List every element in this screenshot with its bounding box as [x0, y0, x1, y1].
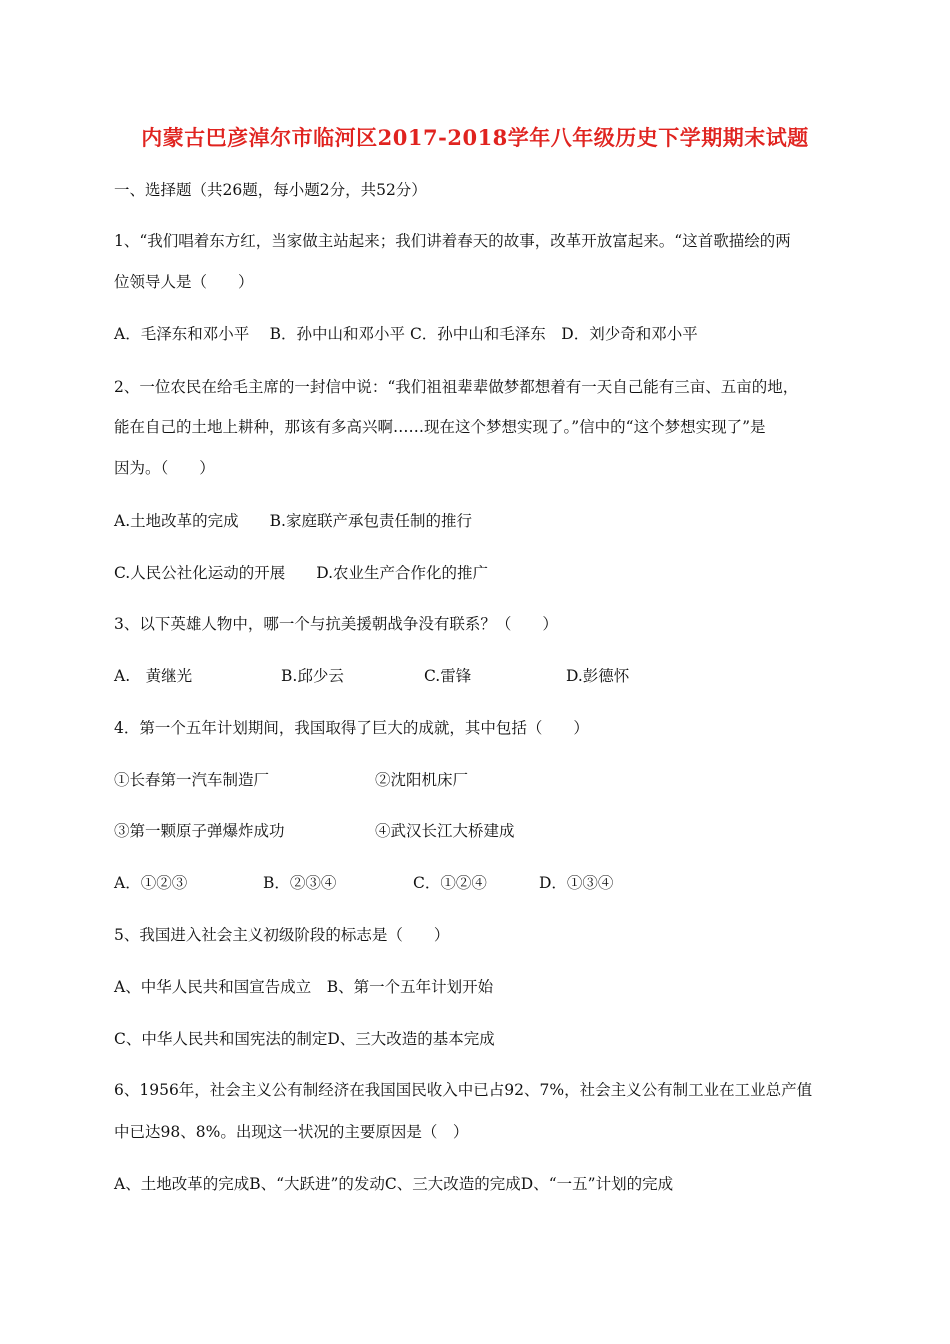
q4-option-a: A．①②③ [114, 874, 188, 892]
q5-options-ab: A、中华人民共和国宣告成立 B、第一个五年计划开始 [114, 978, 494, 996]
q5-stem: 5、我国进入社会主义初级阶段的标志是（ ） [114, 926, 450, 944]
q6-options: A、土地改革的完成B、“大跃进”的发动C、三大改造的完成D、“一五”计划的完成 [114, 1175, 674, 1193]
q4-item-2: ②沈阳机床厂 [375, 771, 469, 789]
q6-stem-line2: 中已达98、8%。出现这一状况的主要原因是（ ） [114, 1123, 469, 1141]
q4-items-row2 [114, 821, 814, 841]
q3-stem: 3、以下英雄人物中，哪一个与抗美援朝战争没有联系？（ ） [114, 615, 558, 633]
q2-stem-line2: 能在自己的土地上耕种，那该有多高兴啊……现在这个梦想实现了。”信中的“这个梦想实现了”是 [114, 418, 766, 436]
q4-option-b: B．②③④ [263, 874, 337, 892]
q4-option-d: D．①③④ [539, 874, 614, 892]
q2-options-cd: C.人民公社化运动的开展 D.农业生产合作化的推广 [114, 564, 489, 582]
q1-stem-line2: 位领导人是（ ） [114, 273, 254, 291]
q4-item-4: ④武汉长江大桥建成 [375, 822, 515, 840]
q1-options: A．毛泽东和邓小平 B．孙中山和邓小平 C．孙中山和毛泽东 D．刘少奇和邓小平 [114, 325, 698, 343]
q4-item-1: ①长春第一汽车制造厂 [114, 771, 270, 789]
q3-option-b: B.邱少云 [281, 667, 344, 685]
q3-options [114, 666, 814, 686]
section-heading: 一、选择题（共26题，每小题2分，共52分） [114, 181, 427, 199]
q3-option-a: A. 黄继光 [114, 667, 193, 685]
q4-items-row1 [114, 770, 814, 790]
q5-options-cd: C、中华人民共和国宪法的制定D、三大改造的基本完成 [114, 1030, 495, 1048]
q1-stem-line1: 1、“我们唱着东方红，当家做主站起来；我们讲着春天的故事，改革开放富起来。“这首歌描绘的两 [114, 232, 791, 250]
q2-options-ab: A.土地改革的完成 B.家庭联产承包责任制的推行 [114, 512, 472, 530]
q6-stem-line1: 6、1956年，社会主义公有制经济在我国国民收入中已占92、7%，社会主义公有制工业在工业总产值 [114, 1081, 813, 1099]
q4-stem: 4．第一个五年计划期间，我国取得了巨大的成就，其中包括（ ） [114, 719, 589, 737]
q4-option-c: C．①②④ [413, 874, 487, 892]
q4-item-3: ③第一颗原子弹爆炸成功 [114, 822, 285, 840]
q4-options [114, 873, 814, 893]
q2-stem-line3: 因为。（ ） [114, 459, 215, 477]
exam-title: 内蒙古巴彦淖尔市临河区2017-2018学年八年级历史下学期期末试题 [141, 125, 809, 150]
q3-option-c: C.雷锋 [424, 667, 472, 685]
q2-stem-line1: 2、一位农民在给毛主席的一封信中说：“我们祖祖辈辈做梦都想着有一天自己能有三亩、五亩的地， [114, 378, 799, 396]
q3-option-d: D.彭德怀 [566, 667, 630, 685]
